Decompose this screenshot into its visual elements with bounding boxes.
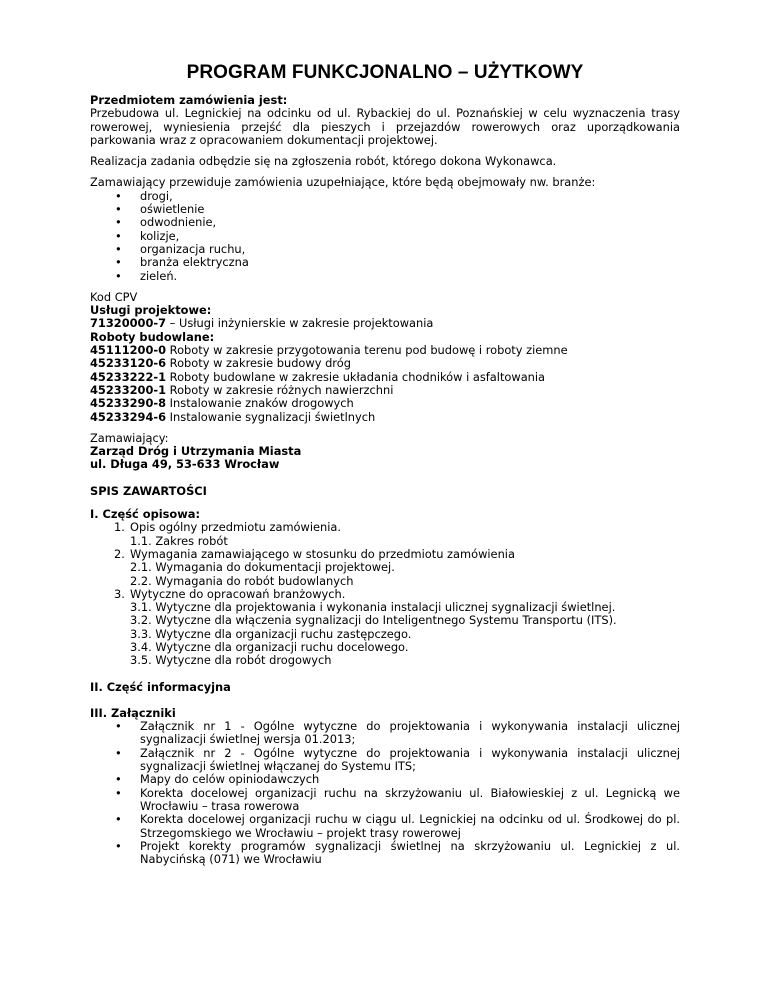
cpv-row: [90, 397, 680, 410]
list-item: • odwodnienie,: [115, 216, 680, 229]
cpv-code: 45233222-1: [90, 369, 167, 384]
cpv-desc: – Usługi inżynierskie w zakresie projektowania: [166, 316, 434, 331]
cpv-row: [90, 371, 680, 384]
cpv-code: 71320000-7: [90, 316, 167, 331]
cpv-desc: Roboty w zakresie budowy dróg: [166, 356, 351, 371]
toc-item: [90, 588, 680, 601]
toc-item: [90, 548, 680, 561]
realization-text: Realizacja zadania odbędzie się na zgłoszenia robót, którego dokona Wykonawca.: [90, 154, 557, 169]
cpv-desc: Roboty w zakresie różnych nawierzchni: [166, 382, 394, 397]
subject-heading: Przedmiotem zamówienia jest:: [90, 93, 288, 107]
toc-item-text: Opis ogólny przedmiotu zamówienia.: [130, 520, 341, 535]
cpv-label: Kod CPV: [90, 289, 138, 304]
cpv-design-heading: Usługi projektowe:: [90, 303, 212, 318]
toc-subitem: 2.1. Wymagania do dokumentacji projektowej.: [130, 560, 395, 575]
document-title: PROGRAM FUNKCJONALNO – UŻYTKOWY: [186, 62, 584, 83]
document-page: [90, 62, 680, 866]
cpv-code: 45233290-8: [90, 396, 167, 411]
cpv-code: 45233120-6: [90, 356, 167, 371]
cpv-works-heading: Roboty budowlane:: [90, 329, 215, 344]
toc-subitem: 3.2. Wytyczne dla włączenia sygnalizacji do Inteligentnego Systemu Transportu (ITS).: [130, 613, 617, 628]
toc-subitem: 1.1. Zakres robót: [130, 533, 228, 548]
attachment-item: • Załącznik nr 1 - Ogólne wytyczne do projektowania i wykonywania instalacji ulicznej sygnalizacji świetlnej wersja 01.2013;: [115, 720, 680, 747]
cpv-row: [90, 317, 680, 330]
subject-text: Przebudowa ul. Legnickiej na odcinku od ul. Rybackiej do ul. Poznańskiej w celu wyznaczenia trasy rowerowej, wyniesienia przejść dla pieszych i przejazdów rowerowych oraz uporządkowania parkowania wraz z opracowaniem dokumentacji projektowej.: [90, 106, 680, 147]
toc-subitem: 3.3. Wytyczne dla organizacji ruchu zastępczego.: [130, 626, 412, 641]
list-item: • organizacja ruchu,: [115, 243, 680, 256]
cpv-desc: Instalowanie znaków drogowych: [166, 396, 354, 411]
toc-part1-heading: I. Część opisowa:: [90, 507, 200, 522]
toc-part3-heading: III. Załączniki: [90, 705, 176, 720]
client-address: ul. Długa 49, 53-633 Wrocław: [90, 457, 280, 472]
toc-item-number: 2.: [114, 546, 125, 561]
attachments-list: [90, 720, 680, 866]
cpv-code: 45233200-1: [90, 382, 167, 397]
list-item: • branża elektryczna: [115, 256, 680, 269]
cpv-row: [90, 357, 680, 370]
toc-item-text: Wytyczne do opracowań branżowych.: [130, 586, 346, 601]
cpv-row: [90, 384, 680, 397]
toc-item: [90, 521, 680, 534]
additional-list: [90, 190, 680, 283]
toc-subitem: 3.4. Wytyczne dla organizacji ruchu docelowego.: [130, 639, 409, 654]
toc-item-text: Wymagania zamawiającego w stosunku do przedmiotu zamówienia: [130, 546, 515, 561]
cpv-code: 45111200-0: [90, 343, 167, 358]
cpv-desc: Roboty budowlane w zakresie układania chodników i asfaltowania: [166, 369, 546, 384]
cpv-desc: Roboty w zakresie przygotowania terenu pod budowę i roboty ziemne: [166, 343, 568, 358]
attachment-item: • Projekt korekty programów sygnalizacji świetlnej na skrzyżowaniu ul. Legnickiej z ul. Nabycińską (071) we Wrocławiu: [115, 840, 680, 867]
toc-part2-heading: II. Część informacyjna: [90, 679, 231, 694]
client-name: Zarząd Dróg i Utrzymania Miasta: [90, 444, 302, 459]
toc-item-number: 1.: [114, 520, 125, 535]
list-item: • oświetlenie: [115, 203, 680, 216]
attachment-item: • Korekta docelowej organizacji ruchu na skrzyżowaniu ul. Białowieskiej z ul. Legnicką we Wrocławiu – trasa rowerowa: [115, 787, 680, 814]
list-item: • drogi,: [115, 190, 680, 203]
toc-item-number: 3.: [114, 586, 125, 601]
toc-subitem: 2.2. Wymagania do robót budowlanych: [130, 573, 354, 588]
toc-subitem: 3.5. Wytyczne dla robót drogowych: [130, 653, 332, 668]
toc-heading: SPIS ZAWARTOŚCI: [90, 483, 207, 498]
cpv-row: [90, 344, 680, 357]
cpv-row: [90, 411, 680, 424]
toc-subitem: 3.1. Wytyczne dla projektowania i wykonania instalacji ulicznej sygnalizacji świetlnej.: [130, 600, 616, 615]
attachment-item: • Załącznik nr 2 - Ogólne wytyczne do projektowania i wykonywania instalacji ulicznej sygnalizacji świetlnej włączanej do Systemu ITS;: [115, 747, 680, 774]
cpv-desc: Instalowanie sygnalizacji świetlnych: [166, 409, 376, 424]
list-item: • kolizje,: [115, 230, 680, 243]
attachment-item: • Mapy do celów opiniodawczych: [115, 773, 680, 786]
cpv-code: 45233294-6: [90, 409, 167, 424]
attachment-item: • Korekta docelowej organizacji ruchu w ciągu ul. Legnickiej na odcinku od ul. Środkowej do pl. Strzegomskiego we Wrocławiu – projekt trasy rowerowej: [115, 813, 680, 840]
client-label: Zamawiający:: [90, 430, 169, 445]
list-item: • zieleń.: [115, 270, 680, 283]
additional-intro: Zamawiający przewiduje zamówienia uzupełniające, które będą obejmowały nw. branże:: [90, 175, 596, 190]
